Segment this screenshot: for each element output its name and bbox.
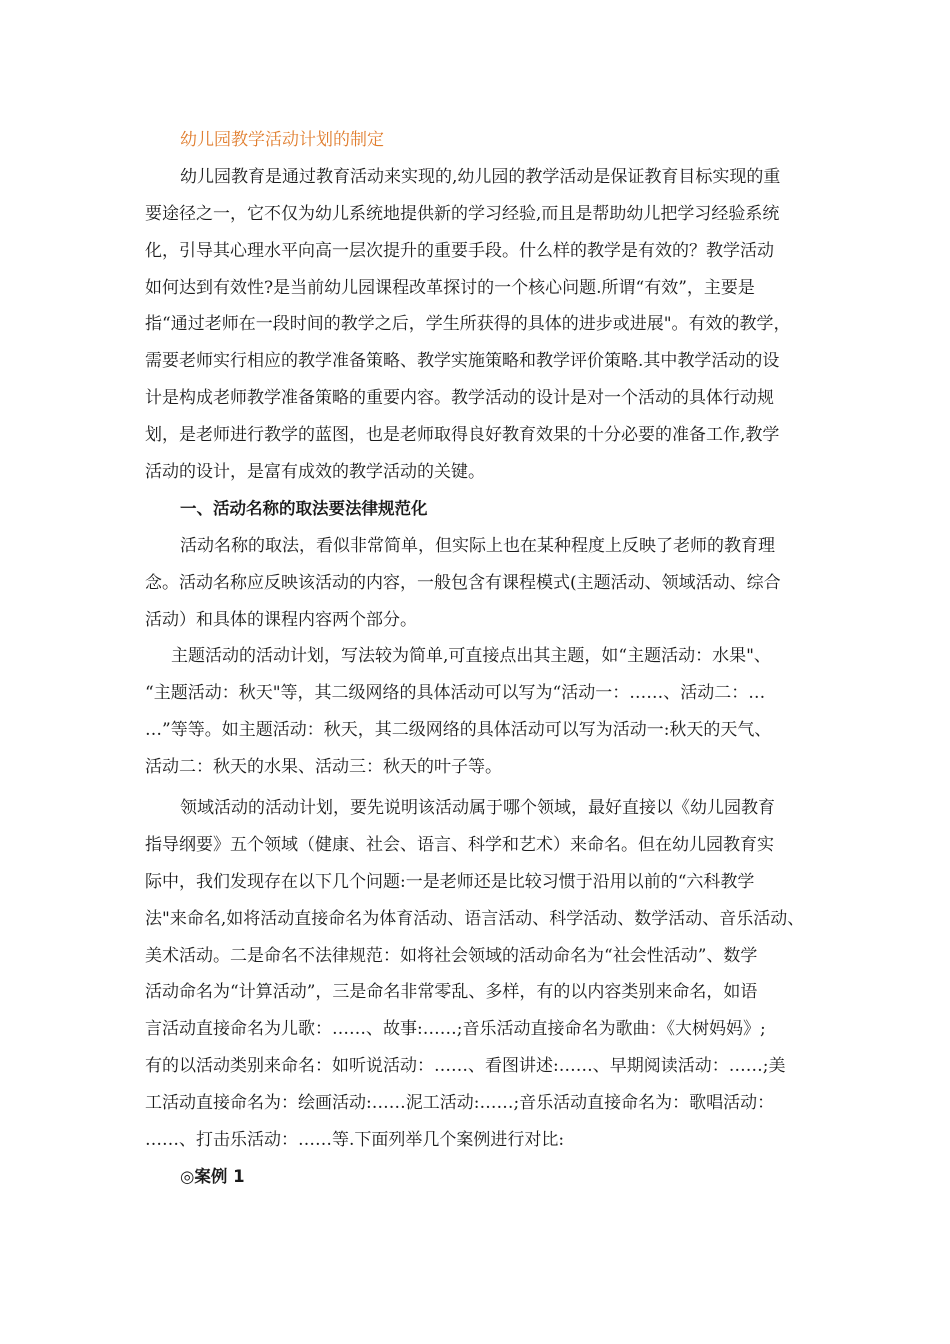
paragraph-line: 有的以活动类别来命名：如听说活动：……、看图讲述:……、早期阅读活动：……;美: [145, 1056, 786, 1077]
paragraph-domain-activity: [145, 790, 835, 1159]
paragraph-line: 幼儿园教育是通过教育活动来实现的,幼儿园的教学活动是保证教育目标实现的重: [180, 166, 781, 187]
paragraph-line: 际中，我们发现存在以下几个问题:一是老师还是比较习惯于沿用以前的“六科教学: [145, 871, 755, 892]
paragraph-line: 活动的设计，是富有成效的教学活动的关键。: [145, 462, 485, 483]
paragraph-line: 言活动直接命名为儿歌：……、故事:……;音乐活动直接命名为歌曲：《大树妈妈》;: [145, 1019, 766, 1040]
paragraph-line: 指“通过老师在一段时间的教学之后，学生所获得的具体的进步或进展"。有效的教学，: [145, 314, 791, 335]
paragraph-line: 领域活动的活动计划，要先说明该活动属于哪个领域，最好直接以《幼儿园教育: [180, 798, 775, 819]
paragraph-line: 活动）和具体的课程内容两个部分。: [145, 609, 417, 630]
paragraph-line: …”等等。如主题活动：秋天，其二级网络的具体活动可以写为活动一:秋天的天气、: [145, 720, 772, 741]
paragraph-line: 工活动直接命名为：绘画活动:……泥工活动:……;音乐活动直接命名为：歌唱活动：: [145, 1093, 775, 1114]
paragraph-intro: [145, 159, 835, 491]
document-title: 幼儿园教学活动计划的制定: [180, 130, 384, 150]
paragraph-line: 划，是老师进行教学的蓝图，也是老师取得良好教育效果的十分必要的准备工作,教学: [145, 425, 780, 446]
paragraph-naming: [145, 528, 835, 639]
paragraph-line: 法"来命名,如将活动直接命名为体育活动、语言活动、科学活动、数学活动、音乐活动、: [145, 908, 805, 929]
section-heading: 一、活动名称的取法要法律规范化: [180, 498, 428, 518]
paragraph-line: 计是构成老师教学准备策略的重要内容。教学活动的设计是对一个活动的具体行动规: [145, 388, 774, 409]
paragraph-line: 美术活动。二是命名不法律规范：如将社会领域的活动命名为“社会性活动”、数学: [145, 945, 758, 966]
paragraph-line: ……、打击乐活动：……等.下面列举几个案例进行对比:: [145, 1130, 565, 1151]
paragraph-line: 如何达到有效性?是当前幼儿园课程改革探讨的一个核心问题.所谓“有效”，主要是: [145, 277, 755, 298]
paragraph-line: 化，引导其心理水平向高一层次提升的重要手段。什么样的教学是有效的？教学活动: [145, 240, 774, 261]
paragraph-line: 要途径之一，它不仅为幼儿系统地提供新的学习经验,而且是帮助幼儿把学习经验系统: [145, 203, 780, 224]
paragraph-line: “主题活动：秋天"等，其二级网络的具体活动可以写为“活动一：……、活动二：…: [145, 683, 766, 704]
paragraph-line: 活动命名为“计算活动”，三是命名非常零乱、多样，有的以内容类别来命名，如语: [145, 982, 758, 1003]
paragraph-line: 念。活动名称应反映该活动的内容，一般包含有课程模式(主题活动、领域活动、综合: [145, 572, 781, 593]
paragraph-line: 指导纲要》五个领域（健康、社会、语言、科学和艺术）来命名。但在幼儿园教育实: [145, 834, 774, 855]
paragraph-line: 主题活动的活动计划，写法较为简单,可直接点出其主题，如“主题活动：水果"、: [171, 646, 771, 667]
document-body: [145, 122, 835, 1196]
paragraph-theme-activity: [145, 638, 835, 786]
paragraph-line: 活动名称的取法，看似非常简单，但实际上也在某种程度上反映了老师的教育理: [180, 535, 775, 556]
paragraph-line: 需要老师实行相应的教学准备策略、教学实施策略和教学评价策略.其中教学活动的设: [145, 351, 780, 372]
paragraph-line: 活动二：秋天的水果、活动三：秋天的叶子等。: [145, 757, 502, 778]
case-heading: ◎案例 1: [180, 1166, 245, 1186]
